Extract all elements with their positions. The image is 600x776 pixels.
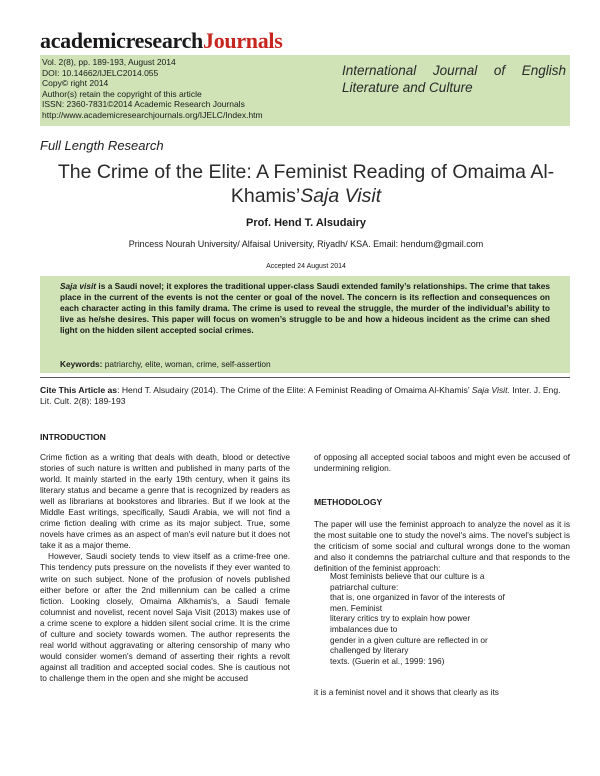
author-affiliation: Princess Nourah University/ Alfaisal University, Riyadh/ KSA. Email: hendum@gmail.com <box>128 239 484 249</box>
meta-copyright: Copy© right 2014 <box>42 78 109 89</box>
meta-url[interactable]: http://www.academicresearchjournals.org/IJELC/Index.htm <box>42 109 263 120</box>
after-quote-text: it is a feminist novel and it shows that clearly as its <box>314 687 499 697</box>
methodology-text <box>314 519 570 574</box>
author-name: Prof. Hend T. Alsudairy <box>245 217 366 229</box>
abstract-body: is a Saudi novel; it explores the traditional upper-class Saudi extended family’s relationships. The crime that takes place in the current of the events is not the center or goal of the novel. The concern is its reflection and consequences on each character acting in this family drama. The crime is used to reveal the struggle, the murder of the individual’s ability to live as he/she desires. This paper will focus on women’s struggle to be and how a hideous incident as the crime can shed light on the hidden silent accepted social crimes. <box>60 281 550 336</box>
right-paragraph-1: of opposing all accepted social taboos and might even be accused of undermining religion. <box>314 452 570 474</box>
divider <box>40 377 570 378</box>
quote-line: men. Feminist <box>330 602 383 613</box>
citation-tail: Inter. J. Eng. Lit. Cult. 2(8): 189-193 <box>40 385 561 406</box>
right-column-continuation <box>314 452 570 474</box>
quote-line: imbalances due to <box>330 623 398 634</box>
quote-line: Most feminists believe that our culture is a <box>330 571 485 581</box>
quote-line: that is, one organized in favor of the interests of <box>330 592 505 603</box>
abstract-text <box>60 281 550 336</box>
left-column <box>40 452 290 684</box>
journal-name: International Journal of English Literature and Culture <box>342 63 566 95</box>
intro-paragraph-2: However, Saudi society tends to view itself as a crime-free one. This tendency puts pressure on the novelists if they ever wanted to write on such subject. None of the profusion of novels published either before or after the 2nd millennium can be called a crime fiction. Looking closely, Omaima Alkhamis's, a Saudi female columnist and novelist, recent novel Saja Visit (2013) makes use of a crime scene to explore a hidden silent social crime. It is the crime of culture and society towards women. The author represents the real world without aggravating or altering censorship of many who would consider women's demand of asserting their rights a revolt against all tradition and accepted social codes. She is cautious not to challenge them in the open and she might be accused <box>40 551 290 683</box>
citation-italic: Saja Visit. <box>471 385 510 395</box>
logo-part-2: Journals <box>203 28 283 53</box>
quote-line: literary critics try to explain how power <box>330 613 471 624</box>
quote-line: gender in a given culture are reflected in or <box>330 634 488 645</box>
keywords-list: patriarchy, elite, woman, crime, self-assertion <box>102 359 271 369</box>
abstract-lead: Saja visit <box>60 281 97 291</box>
title-italic: Saja Visit <box>300 184 382 207</box>
accepted-date: Accepted 24 August 2014 <box>266 263 346 270</box>
meta-volume: Vol. 2(8), pp. 189-193, August 2014 <box>42 57 176 67</box>
keywords <box>60 359 550 369</box>
block-quote <box>330 571 555 666</box>
citation-label: Cite This Article as <box>40 385 118 395</box>
publisher-logo <box>40 28 283 54</box>
citation <box>40 385 568 407</box>
title-main: The Crime of the Elite: A Feminist Reading of Omaima Al-Khamis’ <box>57 161 555 207</box>
methodology-heading: METHODOLOGY <box>314 497 383 507</box>
introduction-heading: INTRODUCTION <box>40 432 106 442</box>
quote-line: texts. (Guerin et al., 1999: 196) <box>330 655 445 666</box>
intro-paragraph-1: Crime fiction as a writing that deals with death, blood or detective stories of such nature is written and published in many parts of the world. It mainly started in the early 19th century, when it gains its literary status and became a genre that is recognized by readers as well as librarians at bookstores and libraries. But if we look at the Middle East writings, specifically, Saudi Arabia, we will not find a crime fiction dealing with crime as its major subject. True, some novels have crimes as an aspect of man's evil nature but it does not take it as a major theme. <box>40 452 290 551</box>
quote-line: challenged by literary <box>330 645 409 656</box>
article-metadata <box>42 57 263 121</box>
meta-rights: Author(s) retain the copyright of this article <box>42 88 202 99</box>
meta-doi[interactable]: DOI: 10.14662/IJELC2014.055 <box>42 67 159 78</box>
article-type: Full Length Research <box>40 138 164 153</box>
keywords-label: Keywords: <box>60 359 103 369</box>
meta-issn: ISSN: 2360-7831©2014 Academic Research Journals <box>42 99 245 110</box>
logo-part-1: academicresearch <box>40 28 203 53</box>
citation-text: : Hend T. Alsudairy (2014). The Crime of the Elite: A Feminist Reading of Omaima Al-Khamis’ <box>117 385 472 395</box>
methodology-paragraph: The paper will use the feminist approach to analyze the novel as it is the most suitable one to study the novel's aims. The novel's subject is the criticism of some social and cultural wrongs done to the woman and also it condemns the patriarchal culture and that responds to the definition of the feminist approach: <box>314 519 570 574</box>
quote-line: patriarchal culture: <box>330 581 399 592</box>
article-title <box>40 161 572 208</box>
